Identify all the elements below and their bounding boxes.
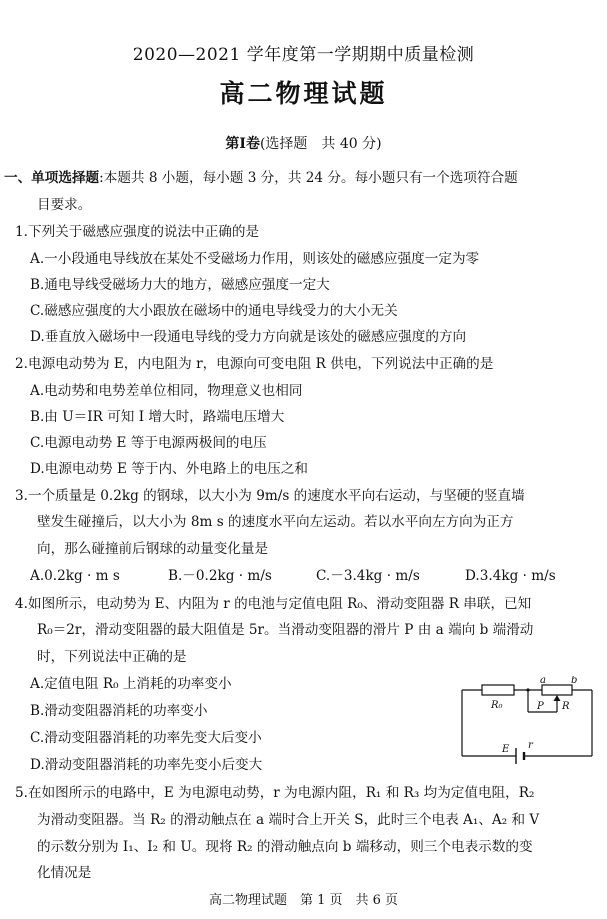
volume-label: 第Ⅰ卷 — [225, 136, 260, 152]
label-p: P — [537, 701, 544, 712]
resistor-r0 — [482, 685, 514, 695]
q3-option-d: D.3.4kg · m/s — [465, 568, 556, 584]
section1-intro-cont: 目要求。 — [37, 197, 92, 213]
q4-stem-line3: 时，下列说法中正确的是 — [37, 649, 187, 665]
q4-option-c: C.滑动变阻器消耗的功率先变大后变小 — [30, 730, 262, 746]
q2-option-d: D.电源电动势 E 等于内、外电路上的电压之和 — [30, 461, 308, 477]
q3-option-a: A.0.2kg · m s — [30, 568, 120, 584]
q4-stem-line2: R₀＝2r，滑动变阻器的最大阻值是 5r。当滑动变阻器的滑片 P 由 a 端向 b 端滑动 — [37, 622, 534, 638]
q2-option-c: C.电源电动势 E 等于电源两极间的电压 — [30, 435, 267, 451]
junction-dot — [526, 688, 529, 691]
volume-heading — [0, 133, 607, 153]
q4-circuit-diagram — [458, 676, 598, 766]
label-rint: r — [528, 740, 533, 751]
q5-stem-line3: 的示数分别为 I₁、I₂ 和 U。现将 R₂ 的滑动触点向 b 端移动，则三个电表示数的变 — [37, 839, 533, 855]
volume-note: (选择题 共 40 分) — [259, 136, 382, 152]
q3-option-c: C.－3.4kg · m/s — [316, 568, 420, 584]
section1-heading: 一、单项选择题 — [4, 170, 100, 186]
q3-stem-line3: 向，那么碰撞前后钢球的动量变化量是 — [37, 541, 269, 557]
q2-option-a: A.电动势和电势差单位相同，物理意义也相同 — [30, 383, 303, 399]
label-b: b — [571, 676, 578, 686]
q4-option-d: D.滑动变阻器消耗的功率先变小后变大 — [30, 757, 263, 773]
q5-stem-line1: 5.在如图所示的电路中，E 为电源电动势，r 为电源内阻，R₁ 和 R₃ 均为定值电阻，R₂ — [15, 785, 535, 801]
rheostat-r — [542, 685, 572, 695]
q4-stem-line1: 4.如图所示，电动势为 E、内阻为 r 的电池与定值电阻 R₀、滑动变阻器 R 串联，已知 — [15, 596, 532, 612]
q2-option-b: B.由 U＝IR 可知 I 增大时，路端电压增大 — [30, 409, 285, 425]
label-r: R — [562, 701, 570, 712]
page-footer: 高二物理试题 第 1 页 共 6 页 — [208, 893, 399, 908]
q1-option-a: A.一小段通电导线放在某处不受磁场力作用，则该处的磁感应强度一定为零 — [30, 251, 480, 267]
q5-stem-line2: 为滑动变阻器。当 R₂ 的滑动触点在 a 端时合上开关 S，此时三个电表 A₁、A₂ 和 V — [37, 812, 540, 828]
q4-option-b: B.滑动变阻器消耗的功率变小 — [30, 703, 208, 719]
q1-option-b: B.通电导线受磁场力大的地方，磁感应强度一定大 — [30, 277, 330, 293]
exam-term-header: 2020—2021 学年度第一学期期中质量检测 — [132, 45, 475, 65]
q4-option-a: A.定值电阻 R₀ 上消耗的功率变小 — [30, 676, 232, 692]
section1-intro-text: :本题共 8 小题，每小题 3 分，共 24 分。每小题只有一个选项符合题 — [99, 170, 518, 186]
slider-arrowhead — [554, 695, 561, 701]
label-e: E — [502, 744, 510, 755]
section1-intro — [4, 169, 518, 187]
q3-option-b: B.－0.2kg · m/s — [168, 568, 272, 584]
page-title: 高二物理试题 — [219, 79, 388, 108]
q3-stem-line2: 壁发生碰撞后，以大小为 8m s 的速度水平向左运动。若以水平向左方向为正方 — [37, 514, 514, 530]
q5-stem-line4: 化情况是 — [37, 865, 92, 881]
q2-stem: 2.电源电动势为 E，内电阻为 r，电源向可变电阻 R 供电，下列说法中正确的是 — [15, 356, 494, 372]
q3-stem-line1: 3.一个质量是 0.2kg 的钢球，以大小为 9m/s 的速度水平向右运动，与坚硬的竖直墙 — [15, 488, 525, 504]
q1-stem: 1.下列关于磁感应强度的说法中正确的是 — [15, 224, 260, 240]
q1-option-c: C.磁感应强度的大小跟放在磁场中的通电导线受力的大小无关 — [30, 303, 398, 319]
label-r0: R₀ — [491, 700, 503, 711]
label-a: a — [540, 676, 546, 686]
q1-option-d: D.垂直放入磁场中一段通电导线的受力方向就是该处的磁感应强度的方向 — [30, 329, 467, 345]
